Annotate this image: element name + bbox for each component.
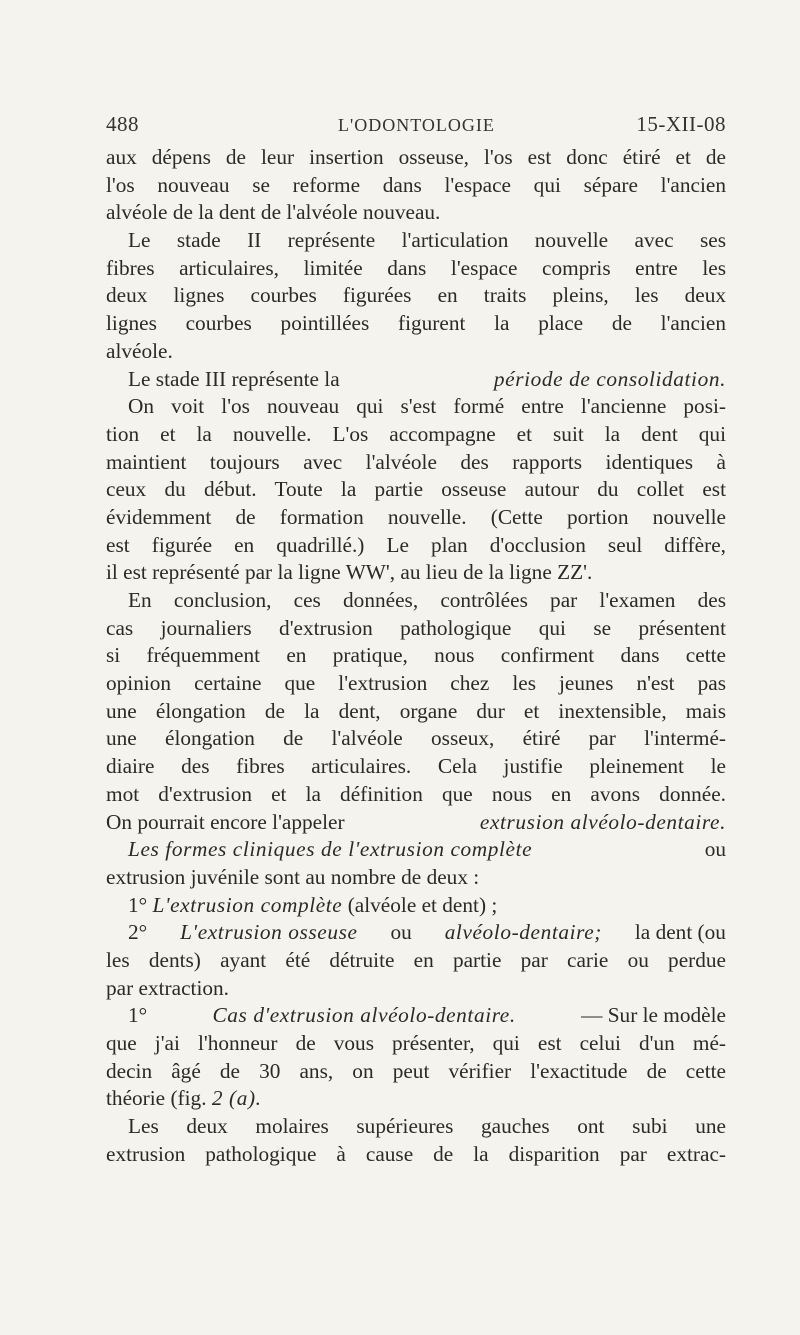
italic-segment: Les formes cliniques de l'extrusion complète (128, 837, 533, 862)
running-header (106, 112, 726, 140)
journal-title: L'ODONTOLOGIE (338, 115, 495, 135)
text-segment: ou (704, 837, 726, 862)
text-line: On voit l'os nouveau qui s'est formé entre l'ancienne posi- (128, 394, 726, 419)
text-line: mot d'extrusion et la définition que nous en avons donnée. (106, 781, 726, 806)
text-line: En conclusion, ces données, contrôlées par l'examen des (128, 588, 726, 612)
text-line: une élongation de l'alvéole osseux, étiré par l'intermé- (106, 726, 726, 751)
figure-reference: 2 (a). (211, 1086, 262, 1111)
text-line (106, 836, 726, 864)
text-line (106, 1085, 726, 1113)
text-line: deux lignes courbes figurées en traits pleins, les deux (106, 283, 726, 308)
page-number: 488 (106, 112, 139, 136)
issue-date: 15-XII-08 (636, 112, 726, 136)
text-line (106, 366, 726, 394)
text-line (106, 809, 726, 837)
text-line: alvéole de la dent de l'alvéole nouveau. (106, 200, 441, 225)
text-segment: — Sur le modèle (581, 1003, 726, 1028)
text-line (106, 919, 726, 947)
text-segment: Le stade III représente la (128, 366, 340, 391)
italic-segment: période de consolidation. (493, 366, 726, 391)
text-line: decin âgé de 30 ans, on peut vérifier l'exactitude de cette (106, 1058, 726, 1083)
text-line: opinion certaine que l'extrusion chez les jeunes n'est pas (106, 671, 726, 696)
text-line: par extraction. (106, 975, 229, 1000)
text-line: évidemment de formation nouvelle. (Cette portion nouvelle (106, 504, 726, 529)
italic-segment: L'extrusion osseuse (180, 920, 358, 945)
text-segment: théorie (fig. (106, 1086, 207, 1111)
text-line: maintient toujours avec l'alvéole des rapports identiques à (106, 449, 726, 474)
text-line: une élongation de la dent, organe dur et inextensible, mais (106, 698, 726, 723)
text-segment: (alvéole et dent) ; (347, 892, 498, 917)
text-line: ceux du début. Toute la partie osseuse autour du collet est (106, 477, 726, 502)
text-line: diaire des fibres articulaires. Cela justifie pleinement le (106, 754, 726, 779)
text-line: alvéole. (106, 338, 173, 363)
text-line: Le stade II représente l'articulation nouvelle avec ses (128, 228, 726, 253)
text-line: cas journaliers d'extrusion pathologique qui se présentent (106, 615, 726, 640)
text-line: extrusion juvénile sont au nombre de deux : (106, 864, 480, 889)
text-line: il est représenté par la ligne WW', au lieu de la ligne ZZ'. (106, 560, 593, 585)
text-line: que j'ai l'honneur de vous présenter, qui est celui d'un mé- (106, 1031, 726, 1055)
text-line (106, 892, 726, 920)
text-line: si fréquemment en pratique, nous confirment dans cette (106, 643, 726, 668)
text-line: est figurée en quadrillé.) Le plan d'occlusion seul diffère, (106, 532, 726, 557)
text-segment: ou (390, 920, 412, 945)
text-line: aux dépens de leur insertion osseuse, l'os est donc étiré et de (106, 145, 726, 169)
list-number: 1° (128, 1003, 148, 1028)
italic-segment: extrusion alvéolo-dentaire. (479, 809, 726, 834)
italic-segment: L'extrusion complète (152, 892, 343, 917)
body-text (106, 144, 726, 1168)
text-line: les dents) ayant été détruite en partie par carie ou perdue (106, 947, 726, 972)
list-number: 2° (128, 920, 148, 945)
text-line: l'os nouveau se reforme dans l'espace qui sépare l'ancien (106, 172, 726, 197)
text-line (106, 1002, 726, 1030)
text-line: Les deux molaires supérieures gauches ont subi une (128, 1114, 726, 1139)
text-line: lignes courbes pointillées figurent la place de l'ancien (106, 311, 726, 336)
text-line: extrusion pathologique à cause de la disparition par extrac- (106, 1141, 726, 1166)
italic-segment: Cas d'extrusion alvéolo-dentaire. (212, 1003, 516, 1028)
text-line: fibres articulaires, limitée dans l'espace compris entre les (106, 255, 726, 280)
text-segment: On pourrait encore l'appeler (106, 809, 345, 834)
italic-segment: alvéolo-dentaire; (444, 920, 602, 945)
text-line: tion et la nouvelle. L'os accompagne et suit la dent qui (106, 421, 726, 446)
list-number: 1° (128, 892, 148, 917)
text-segment: la dent (ou (634, 920, 726, 945)
